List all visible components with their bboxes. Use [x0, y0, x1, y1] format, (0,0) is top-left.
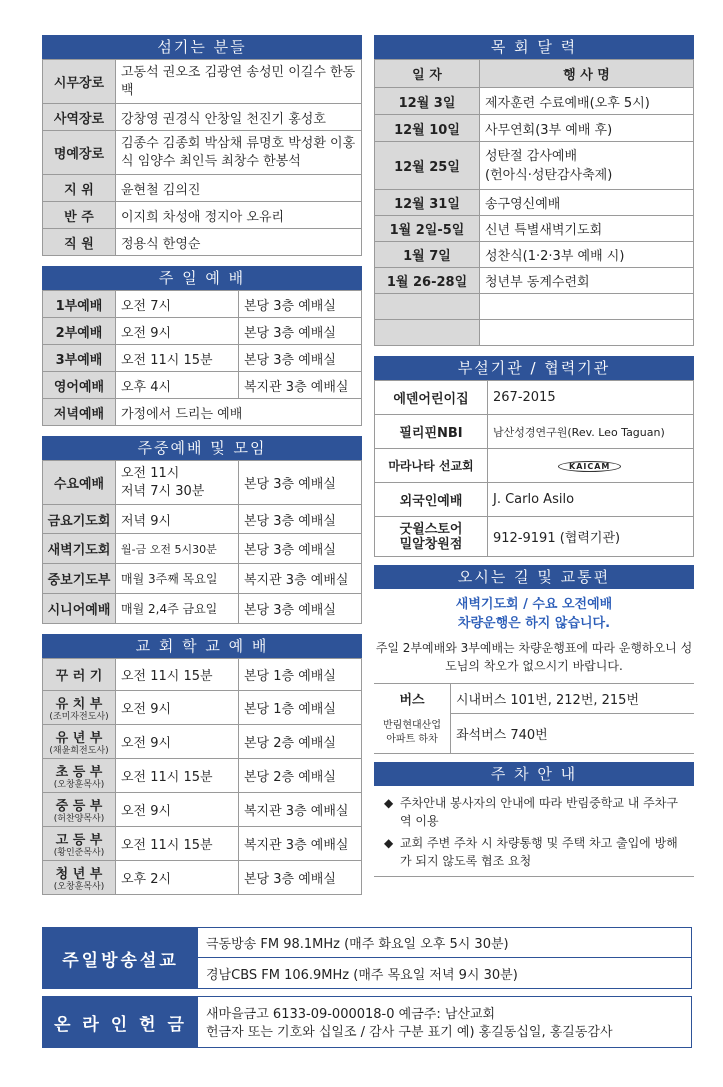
calendar-date: [375, 320, 480, 346]
dept-teacher: (채윤희전도사): [49, 746, 109, 756]
serving-value: 강창영 권경식 안창일 천진기 홍성호: [116, 104, 362, 131]
service-place: 본당 3층 예배실: [239, 345, 362, 372]
affiliate-label: 굿윌스토어 밀알창원점: [375, 517, 488, 557]
service-time: 오전 7시: [116, 291, 239, 318]
weekday-header: 주중예배 및 모임: [42, 436, 362, 460]
parking-header: 주 차 안 내: [374, 762, 694, 786]
dept-time: 오전 9시: [116, 793, 239, 827]
dept-name: 유 치 부: [55, 697, 103, 712]
affiliate-value: 남산성경연구원(Rev. Leo Taguan): [488, 415, 694, 449]
serving-label: 직 원: [43, 229, 116, 256]
dept-place: 복지관 3층 예배실: [239, 827, 362, 861]
broadcast-line: 경남CBS FM 106.9MHz (매주 목요일 저녁 9시 30분): [206, 967, 518, 983]
dept-place: 본당 2층 예배실: [239, 759, 362, 793]
serving-label: 시무장로: [43, 60, 116, 104]
calendar-date: 12월 3일: [375, 88, 480, 115]
offering-lines: [198, 997, 691, 1047]
dept-label: [43, 827, 116, 861]
service-place: 본당 3층 예배실: [239, 318, 362, 345]
shuttle-notice: [374, 595, 694, 633]
calendar-date: 1월 2일-5일: [375, 216, 480, 242]
calendar-head-date: 일 자: [375, 60, 480, 88]
calendar-event: 사무연회(3부 예배 후): [480, 115, 694, 142]
weekday-table: [42, 460, 362, 624]
dept-time: 오전 11시 15분: [116, 827, 239, 861]
dept-name: 청 년 부: [55, 867, 103, 882]
meeting-label: 새벽기도회: [43, 534, 116, 564]
sunday-header: 주 일 예 배: [42, 266, 362, 290]
dept-time: 오전 9시: [116, 725, 239, 759]
serving-label: 명예장로: [43, 131, 116, 175]
calendar-head-event: 행 사 명: [480, 60, 694, 88]
dept-label: [43, 659, 116, 691]
dept-label: [43, 759, 116, 793]
meeting-time: 저녁 9시: [116, 505, 239, 534]
meeting-label: 중보기도부: [43, 564, 116, 594]
meeting-time: 매월 3주째 목요일: [116, 564, 239, 594]
meeting-time: 매월 2,4주 금요일: [116, 594, 239, 624]
dept-place: 본당 3층 예배실: [239, 861, 362, 895]
sunday-table: [42, 290, 362, 426]
list-item: [384, 794, 688, 830]
serving-table: [42, 59, 362, 256]
left-column: [42, 35, 362, 895]
dept-label: [43, 793, 116, 827]
calendar-date: 12월 10일: [375, 115, 480, 142]
calendar-event: 제자훈련 수료예배(오후 5시): [480, 88, 694, 115]
calendar-event: 성찬식(1·2·3부 예배 시): [480, 242, 694, 268]
dept-name: 유 년 부: [55, 731, 103, 746]
dept-label: [43, 861, 116, 895]
offering-title: 온 라 인 헌 금: [43, 997, 198, 1047]
parking-list: [374, 786, 694, 877]
dept-place: 복지관 3층 예배실: [239, 793, 362, 827]
shuttle-notice-line1: 새벽기도회 / 수요 오전예배: [455, 597, 613, 612]
affiliate-logo-cell: [488, 449, 694, 483]
service-time: 가정에서 드리는 예배: [116, 399, 362, 426]
list-item: [384, 834, 688, 870]
calendar-date: [375, 294, 480, 320]
serving-value: 고동석 권오조 김광연 송성민 이길수 한동백: [116, 60, 362, 104]
calendar-date: 12월 25일: [375, 142, 480, 190]
serving-header: 섬기는 분들: [42, 35, 362, 59]
dept-place: 본당 1층 예배실: [239, 659, 362, 691]
diamond-bullet-icon: ◆: [384, 796, 394, 810]
service-label: 3부예배: [43, 345, 116, 372]
service-label: 1부예배: [43, 291, 116, 318]
affiliate-value: 267-2015: [488, 381, 694, 415]
calendar-event: 송구영신예배: [480, 190, 694, 216]
diamond-bullet-icon: ◆: [384, 836, 394, 850]
affiliate-label: 에덴어린이집: [375, 381, 488, 415]
offering-line: 헌금자 또는 기호와 십일조 / 감사 구분 표기 예) 홍길동십일, 홍길동감사: [206, 1024, 613, 1040]
dept-name: 고 등 부: [55, 833, 103, 848]
calendar-header: 목 회 달 력: [374, 35, 694, 59]
dept-time: 오전 9시: [116, 691, 239, 725]
broadcast-box: [42, 927, 692, 989]
bus-stop-label: 반림현대산업 아파트 하차: [374, 714, 451, 754]
affiliate-label: 외국인예배: [375, 483, 488, 517]
service-label: 2부예배: [43, 318, 116, 345]
meeting-place: 본당 3층 예배실: [239, 461, 362, 505]
dept-teacher: (조미자전도사): [49, 712, 109, 722]
serving-value: 윤현철 김의진: [116, 175, 362, 202]
dept-name: 꾸 러 기: [55, 669, 103, 684]
calendar-event: [480, 294, 694, 320]
affiliate-value: J. Carlo Asilo: [488, 483, 694, 517]
school-header: 교 회 학 교 예 배: [42, 634, 362, 658]
dept-time: 오전 11시 15분: [116, 759, 239, 793]
calendar-table: [374, 59, 694, 346]
service-label: 저녁예배: [43, 399, 116, 426]
service-place: 복지관 3층 예배실: [239, 372, 362, 399]
directions-header: 오시는 길 및 교통편: [374, 565, 694, 589]
service-label: 영어예배: [43, 372, 116, 399]
meeting-label: 수요예배: [43, 461, 116, 505]
affiliates-header: 부설기관 / 협력기관: [374, 356, 694, 380]
dept-teacher: (허찬양목사): [53, 814, 105, 824]
serving-value: 이지희 차성애 정지아 오유리: [116, 202, 362, 229]
broadcast-title: 주일방송설교: [43, 928, 198, 988]
shuttle-notice-line2: 차량운행은 하지 않습니다.: [457, 616, 611, 631]
calendar-date: 1월 7일: [375, 242, 480, 268]
bus-table: [374, 683, 694, 754]
calendar-event: 성탄절 감사예배 (헌아식·성탄감사축제): [480, 142, 694, 190]
service-place: 본당 3층 예배실: [239, 291, 362, 318]
shuttle-notice-body: 주일 2부예배와 3부예배는 차량운행표에 따라 운행하오니 성도님의 착오가 없으시기 바랍니다.: [375, 641, 693, 673]
meeting-time: 월-금 오전 5시30분: [116, 534, 239, 564]
dept-teacher: (오창훈목사): [53, 882, 105, 892]
meeting-label: 금요기도회: [43, 505, 116, 534]
service-time: 오전 11시 15분: [116, 345, 239, 372]
service-time: 오후 4시: [116, 372, 239, 399]
right-column: [374, 35, 694, 877]
meeting-time: 오전 11시 저녁 7시 30분: [116, 461, 239, 505]
broadcast-line: 극동방송 FM 98.1MHz (매주 화요일 오후 5시 30분): [198, 928, 691, 958]
affiliate-label: 필리핀NBI: [375, 415, 488, 449]
meeting-place: 복지관 3층 예배실: [239, 564, 362, 594]
calendar-event: 신년 특별새벽기도회: [480, 216, 694, 242]
city-bus: 시내버스 101번, 212번, 215번: [451, 684, 695, 714]
parking-item: 교회 주변 주차 시 차량통행 및 주택 차고 출입에 방해가 되지 않도록 협조 요청: [400, 836, 678, 868]
serving-value: 김종수 김종회 박삼채 류명호 박성환 이홍식 임양수 최인득 최창수 한봉석: [116, 131, 362, 175]
dept-name: 초 등 부: [55, 765, 103, 780]
dept-time: 오전 11시 15분: [116, 659, 239, 691]
dept-place: 본당 2층 예배실: [239, 725, 362, 759]
dept-teacher: (황인준목사): [53, 848, 105, 858]
calendar-event: [480, 320, 694, 346]
dept-label: [43, 691, 116, 725]
dept-teacher: (오창훈목사): [53, 780, 105, 790]
meeting-label: 시니어예배: [43, 594, 116, 624]
dept-name: 중 등 부: [55, 799, 103, 814]
bus-label: 버스: [374, 684, 451, 714]
affiliate-value: 912-9191 (협력기관): [488, 517, 694, 557]
kaicam-logo: KAICAM: [558, 461, 621, 472]
serving-label: 사역장로: [43, 104, 116, 131]
meeting-place: 본당 3층 예배실: [239, 594, 362, 624]
dept-label: [43, 725, 116, 759]
serving-label: 반 주: [43, 202, 116, 229]
serving-value: 정용식 한영순: [116, 229, 362, 256]
affiliate-label: 마라나타 선교회: [375, 449, 488, 483]
dept-place: 본당 1층 예배실: [239, 691, 362, 725]
calendar-date: 12월 31일: [375, 190, 480, 216]
calendar-event: 청년부 동계수련회: [480, 268, 694, 294]
affiliates-table: [374, 380, 694, 557]
meeting-place: 본당 3층 예배실: [239, 534, 362, 564]
calendar-date: 1월 26-28일: [375, 268, 480, 294]
dept-time: 오후 2시: [116, 861, 239, 895]
offering-box: [42, 996, 692, 1048]
seat-bus: 좌석버스 740번: [451, 714, 695, 754]
broadcast-lines: [198, 928, 691, 988]
offering-line: 새마을금고 6133-09-000018-0 예금주: 남산교회: [206, 1006, 496, 1022]
service-time: 오전 9시: [116, 318, 239, 345]
parking-item: 주차안내 봉사자의 안내에 따라 반림중학교 내 주차구역 이용: [400, 796, 678, 828]
serving-label: 지 위: [43, 175, 116, 202]
school-table: [42, 658, 362, 895]
meeting-place: 본당 3층 예배실: [239, 505, 362, 534]
